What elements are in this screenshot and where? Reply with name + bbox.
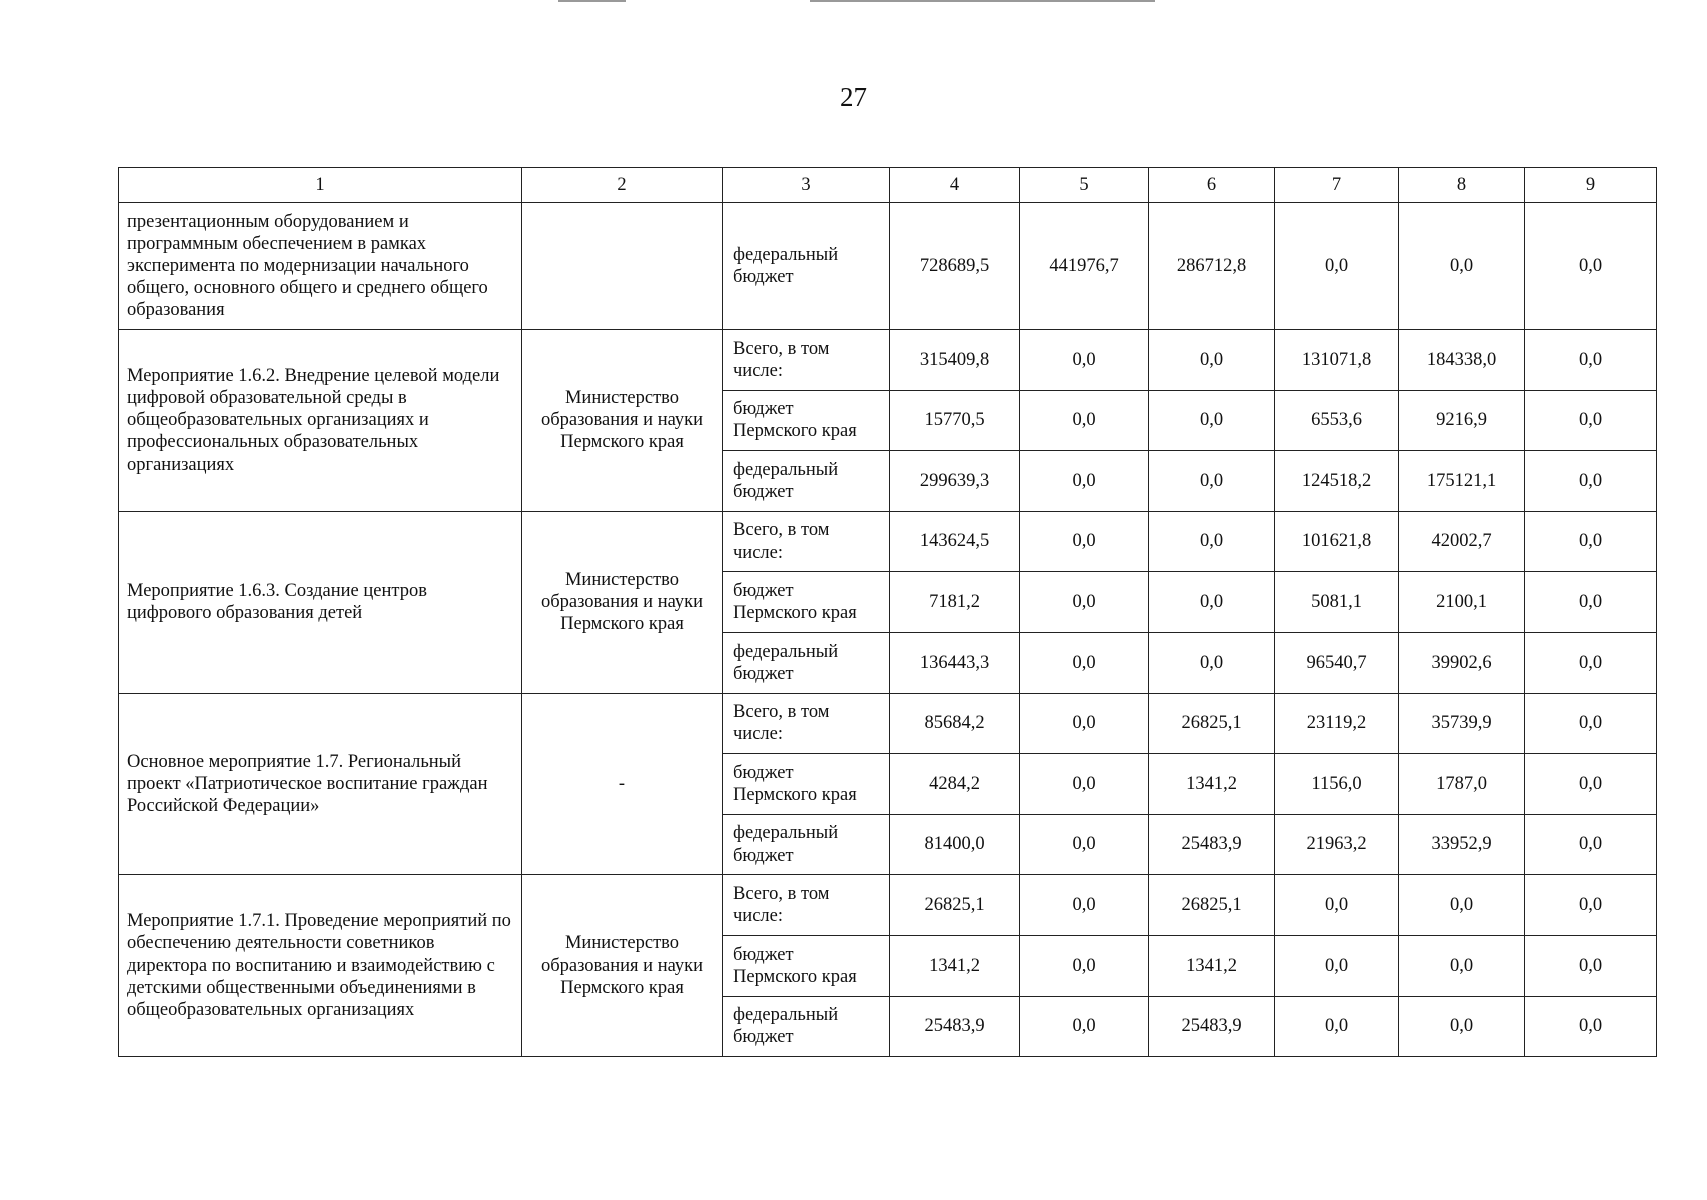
column-number: 5 xyxy=(1020,168,1149,203)
funding-source-cell: бюджет Пермского края xyxy=(723,390,890,451)
value-cell: 0,0 xyxy=(1020,693,1149,754)
value-cell: 143624,5 xyxy=(890,511,1020,572)
value-cell: 1341,2 xyxy=(890,935,1020,996)
responsible-cell: Министерство образования и науки Пермского края xyxy=(522,875,723,1057)
value-cell: 131071,8 xyxy=(1275,330,1399,391)
responsible-cell: Министерство образования и науки Пермского края xyxy=(522,511,723,693)
value-cell: 0,0 xyxy=(1525,875,1657,936)
value-cell: 5081,1 xyxy=(1275,572,1399,633)
page-number: 27 xyxy=(840,82,867,112)
value-cell: 124518,2 xyxy=(1275,451,1399,512)
value-cell: 35739,9 xyxy=(1399,693,1525,754)
value-cell: 0,0 xyxy=(1399,875,1525,936)
table-row xyxy=(119,203,1657,330)
activity-name-cell: Мероприятие 1.7.1. Проведение мероприятий по обеспечению деятельности советников директора по воспитанию и взаимодействию с детскими общественными объединениями в общеобразовательных организациях xyxy=(119,875,522,1057)
value-cell: 96540,7 xyxy=(1275,632,1399,693)
table-row xyxy=(119,875,1657,936)
value-cell: 101621,8 xyxy=(1275,511,1399,572)
value-cell: 299639,3 xyxy=(890,451,1020,512)
value-cell: 0,0 xyxy=(1020,390,1149,451)
column-number: 3 xyxy=(723,168,890,203)
column-number: 9 xyxy=(1525,168,1657,203)
responsible-cell: Министерство образования и науки Пермского края xyxy=(522,330,723,512)
value-cell: 1341,2 xyxy=(1149,754,1275,815)
column-number: 1 xyxy=(119,168,522,203)
value-cell: 0,0 xyxy=(1525,330,1657,391)
value-cell: 25483,9 xyxy=(1149,814,1275,875)
value-cell: 4284,2 xyxy=(890,754,1020,815)
value-cell: 0,0 xyxy=(1275,875,1399,936)
value-cell: 0,0 xyxy=(1275,203,1399,330)
value-cell: 441976,7 xyxy=(1020,203,1149,330)
funding-source-cell: Всего, в том числе: xyxy=(723,330,890,391)
budget-table xyxy=(118,167,1657,1057)
table-row xyxy=(119,330,1657,391)
value-cell: 0,0 xyxy=(1525,935,1657,996)
value-cell: 85684,2 xyxy=(890,693,1020,754)
value-cell: 15770,5 xyxy=(890,390,1020,451)
value-cell: 0,0 xyxy=(1149,330,1275,391)
value-cell: 0,0 xyxy=(1525,996,1657,1057)
value-cell: 26825,1 xyxy=(890,875,1020,936)
value-cell: 136443,3 xyxy=(890,632,1020,693)
value-cell: 0,0 xyxy=(1149,511,1275,572)
value-cell: 33952,9 xyxy=(1399,814,1525,875)
value-cell: 0,0 xyxy=(1399,935,1525,996)
value-cell: 0,0 xyxy=(1525,390,1657,451)
column-number: 2 xyxy=(522,168,723,203)
funding-source-cell: федеральный бюджет xyxy=(723,203,890,330)
value-cell: 0,0 xyxy=(1020,996,1149,1057)
activity-name-cell: Мероприятие 1.6.3. Создание центров цифрового образования детей xyxy=(119,511,522,693)
column-number-row xyxy=(119,168,1657,203)
value-cell: 0,0 xyxy=(1525,203,1657,330)
value-cell: 42002,7 xyxy=(1399,511,1525,572)
value-cell: 0,0 xyxy=(1399,996,1525,1057)
value-cell: 0,0 xyxy=(1149,632,1275,693)
value-cell: 0,0 xyxy=(1525,754,1657,815)
value-cell: 0,0 xyxy=(1525,451,1657,512)
column-number: 4 xyxy=(890,168,1020,203)
value-cell: 81400,0 xyxy=(890,814,1020,875)
value-cell: 7181,2 xyxy=(890,572,1020,633)
value-cell: 0,0 xyxy=(1275,935,1399,996)
value-cell: 26825,1 xyxy=(1149,875,1275,936)
column-number: 6 xyxy=(1149,168,1275,203)
value-cell: 1156,0 xyxy=(1275,754,1399,815)
scan-edge-right xyxy=(810,0,1155,2)
value-cell: 315409,8 xyxy=(890,330,1020,391)
value-cell: 0,0 xyxy=(1020,451,1149,512)
value-cell: 0,0 xyxy=(1525,632,1657,693)
value-cell: 0,0 xyxy=(1525,814,1657,875)
value-cell: 0,0 xyxy=(1275,996,1399,1057)
value-cell: 1341,2 xyxy=(1149,935,1275,996)
value-cell: 728689,5 xyxy=(890,203,1020,330)
value-cell: 0,0 xyxy=(1020,572,1149,633)
value-cell: 184338,0 xyxy=(1399,330,1525,391)
column-number: 8 xyxy=(1399,168,1525,203)
value-cell: 0,0 xyxy=(1020,754,1149,815)
value-cell: 23119,2 xyxy=(1275,693,1399,754)
funding-source-cell: федеральный бюджет xyxy=(723,632,890,693)
value-cell: 0,0 xyxy=(1149,451,1275,512)
value-cell: 25483,9 xyxy=(1149,996,1275,1057)
value-cell: 0,0 xyxy=(1020,935,1149,996)
activity-name-cell: Мероприятие 1.6.2. Внедрение целевой модели цифровой образовательной среды в общеобразовательных организациях и профессиональных образовательных организациях xyxy=(119,330,522,512)
funding-source-cell: федеральный бюджет xyxy=(723,814,890,875)
responsible-cell: - xyxy=(522,693,723,875)
value-cell: 286712,8 xyxy=(1149,203,1275,330)
responsible-cell xyxy=(522,203,723,330)
scan-edge-left xyxy=(558,0,626,2)
value-cell: 0,0 xyxy=(1020,632,1149,693)
column-number: 7 xyxy=(1275,168,1399,203)
value-cell: 26825,1 xyxy=(1149,693,1275,754)
table-row xyxy=(119,511,1657,572)
value-cell: 0,0 xyxy=(1020,511,1149,572)
value-cell: 0,0 xyxy=(1149,390,1275,451)
value-cell: 1787,0 xyxy=(1399,754,1525,815)
value-cell: 21963,2 xyxy=(1275,814,1399,875)
value-cell: 0,0 xyxy=(1149,572,1275,633)
activity-name-cell: презентационным оборудованием и программным обеспечением в рамках эксперимента по модернизации начального общего, основного общего и среднего общего образования xyxy=(119,203,522,330)
funding-source-cell: Всего, в том числе: xyxy=(723,875,890,936)
value-cell: 0,0 xyxy=(1399,203,1525,330)
table-row xyxy=(119,693,1657,754)
value-cell: 0,0 xyxy=(1020,814,1149,875)
funding-source-cell: федеральный бюджет xyxy=(723,996,890,1057)
value-cell: 2100,1 xyxy=(1399,572,1525,633)
value-cell: 0,0 xyxy=(1525,511,1657,572)
value-cell: 0,0 xyxy=(1020,330,1149,391)
value-cell: 9216,9 xyxy=(1399,390,1525,451)
value-cell: 39902,6 xyxy=(1399,632,1525,693)
funding-source-cell: бюджет Пермского края xyxy=(723,754,890,815)
value-cell: 0,0 xyxy=(1525,693,1657,754)
activity-name-cell: Основное мероприятие 1.7. Региональный проект «Патриотическое воспитание граждан Российской Федерации» xyxy=(119,693,522,875)
value-cell: 175121,1 xyxy=(1399,451,1525,512)
value-cell: 0,0 xyxy=(1020,875,1149,936)
value-cell: 6553,6 xyxy=(1275,390,1399,451)
funding-source-cell: бюджет Пермского края xyxy=(723,572,890,633)
funding-source-cell: федеральный бюджет xyxy=(723,451,890,512)
funding-source-cell: Всего, в том числе: xyxy=(723,511,890,572)
funding-source-cell: бюджет Пермского края xyxy=(723,935,890,996)
funding-source-cell: Всего, в том числе: xyxy=(723,693,890,754)
value-cell: 25483,9 xyxy=(890,996,1020,1057)
value-cell: 0,0 xyxy=(1525,572,1657,633)
